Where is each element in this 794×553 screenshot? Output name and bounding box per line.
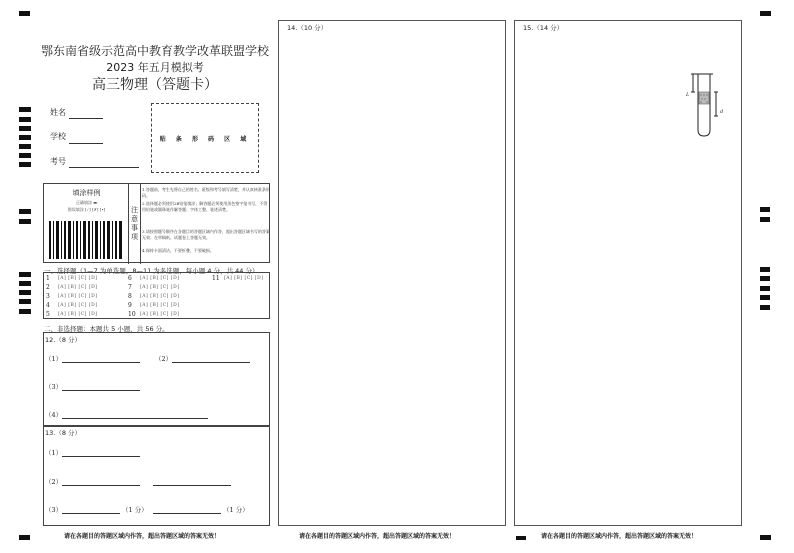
sample-notice-box [43,183,270,263]
sample-correct: 正确填涂 ▬ [75,200,98,205]
mc-question-number: 9 [128,302,132,309]
q13-blank-3a[interactable] [62,513,120,514]
notice-item-3: 3.请按照题号顺序在各题目的答题区域内作答，超出答题区域书写的答案无效；在草稿纸、试题卷上答题无效。 [142,229,270,240]
barcode-area: 贴 条 形 码 区 域 [151,103,259,173]
fr-heading: 二、非选择题：本题共 5 小题，共 56 分。 [44,325,169,333]
paper-title: 高三物理（答题卡） [92,77,218,93]
q13-score-2: （1 分） [223,506,249,514]
warning-left: 请在各题目的答题区域内作答，超出答题区域的答案无效！ [64,533,221,540]
corner-mark-top-right [760,11,771,16]
mc-options[interactable]: [A] [B] [C] [D] [140,285,180,290]
notice-item-2: 2.选择题必须使用2B铅笔填涂；解答题必须使用黑色签字笔书写，不得用铅笔或圆珠笔作解答题；字体工整、笔迹清楚。 [142,201,268,212]
q12-blank-4-label: （4） [45,411,63,419]
mc-question-number: 11 [212,275,220,282]
figure-label-l: L [686,92,690,98]
name-field[interactable] [69,118,103,119]
q12-title: 12.（8 分） [45,336,82,344]
notice-item-4: 4.保持卡面清洁，不要折叠、不要破损。 [142,248,214,253]
q13-blank-2a[interactable] [62,485,140,486]
mc-question-number: 3 [46,293,50,300]
mc-question-number: 1 [46,275,50,282]
corner-mark-bottom-left [19,535,30,540]
mc-question-number: 5 [46,311,50,318]
q13-score-1: （1 分） [122,506,148,514]
sample-wrong: 错误填涂 [✓] [✗] [•] [67,207,106,212]
warning-right: 请在各题目的答题区域内作答，超出答题区域的答案无效！ [541,533,698,540]
mc-options[interactable]: [A] [B] [C] [D] [58,276,98,281]
q14-panel [278,20,506,526]
q12-blank-2[interactable] [172,362,250,363]
corner-mark-bottom-mid [516,536,526,540]
mc-question-number: 8 [128,293,132,300]
q13-blank-1-label: （1） [45,449,63,457]
mc-options[interactable]: [A] [B] [C] [D] [58,285,98,290]
q13-blank-2-label: （2） [45,478,63,486]
q13-blank-3-label: （3） [45,506,63,514]
notice-label: 注意事项 [129,184,141,264]
q12-blank-1[interactable] [62,362,140,363]
sample-title: 填涂样例 [72,189,101,197]
q12-box [43,332,270,426]
school-label: 学校 [50,132,66,141]
exam-no-field[interactable] [69,167,139,168]
exam-no-label: 考号 [50,157,66,166]
sample-panel [44,184,129,264]
q14-title: 14.（10 分） [287,24,328,32]
notice-item-1: 1.答题前，考生先将自己的姓名、班级和考号填写清楚，并认真核准条形码。 [142,187,270,198]
name-label: 姓名 [50,108,66,117]
sample-barcode-icon [49,221,124,259]
mc-heading: 一、选择题（1—7 为单选题，8—11 为多选题，每小题 4 分，共 44 分） [44,267,259,275]
test-tube-figure [690,72,724,138]
mc-question-number: 7 [128,284,132,291]
mc-options[interactable]: [A] [B] [C] [D] [58,303,98,308]
q13-blank-1[interactable] [62,456,140,457]
mc-question-number: 10 [128,311,136,318]
corner-mark-top-left [19,11,30,16]
exam-name: 2023 年五月模拟考 [106,61,204,74]
mc-options[interactable]: [A] [B] [C] [D] [58,312,98,317]
mc-answer-box [43,272,270,319]
figure-label-d: d [720,109,724,115]
q12-blank-2-label: （2） [155,355,173,363]
q13-blank-2b[interactable] [153,485,231,486]
q12-blank-1-label: （1） [45,355,63,363]
q13-title: 13.（8 分） [45,429,82,437]
mc-options[interactable]: [A] [B] [C] [D] [140,276,180,281]
mc-options[interactable]: [A] [B] [C] [D] [140,312,180,317]
mc-question-number: 4 [46,302,50,309]
q12-blank-4[interactable] [62,418,208,419]
q12-blank-3-label: （3） [45,383,63,391]
school-alliance-title: 鄂东南省级示范高中教育教学改革联盟学校 [40,44,269,58]
q12-blank-3[interactable] [62,390,140,391]
warning-middle: 请在各题目的答题区域内作答，超出答题区域的答案无效！ [299,533,456,540]
mc-options[interactable]: [A] [B] [C] [D] [140,294,180,299]
mc-question-number: 2 [46,284,50,291]
mc-question-number: 6 [128,275,132,282]
corner-mark-bottom-right [760,535,771,540]
mc-options[interactable]: [A] [B] [C] [D] [224,276,264,281]
school-field[interactable] [69,143,103,144]
q13-blank-3b[interactable] [153,513,221,514]
q15-title: 15.（14 分） [523,24,564,32]
mc-options[interactable]: [A] [B] [C] [D] [140,303,180,308]
mc-options[interactable]: [A] [B] [C] [D] [58,294,98,299]
